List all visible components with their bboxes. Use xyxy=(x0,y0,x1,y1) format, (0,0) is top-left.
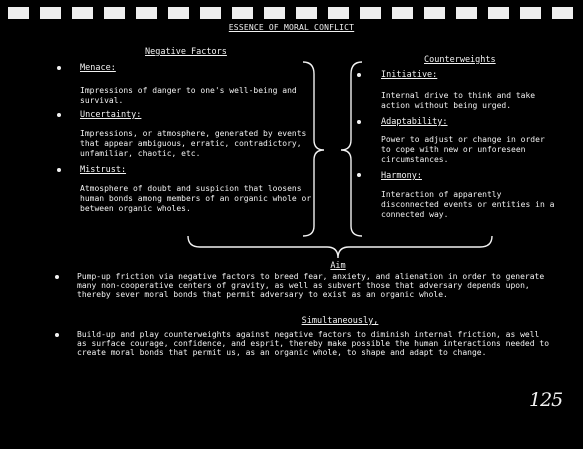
bottom-brace xyxy=(188,236,492,258)
left-brace xyxy=(341,62,362,236)
adaptability-label: Adaptability: xyxy=(381,117,448,127)
harmony-label: Harmony: xyxy=(381,171,422,181)
uncertainty-description: Impressions, or atmosphere, generated by events that appear ambiguous, erratic, contradictory, unfamiliar, chaotic, etc. xyxy=(80,129,307,158)
simultaneously-label: Simultaneously, xyxy=(301,316,379,326)
simultaneously-paragraph: Build-up and play counterweights against negative factors to diminish internal friction, as well as surface courage, confidence, and esprit, thereby make possible the human interactions needed to create moral bonds that permit us, as an organic whole, to shape and adapt to change. xyxy=(77,330,550,357)
mistrust-description: Atmosphere of doubt and suspicion that loosens human bonds among members of an organic whole or between organic wholes. xyxy=(80,184,312,213)
harmony-description: Interaction of apparently disconnected events or entities in a connected way. xyxy=(381,190,555,219)
initiative-label: Initiative: xyxy=(381,70,438,80)
negative-factors-heading: Negative Factors xyxy=(145,47,227,57)
counterweights-heading: Counterweights xyxy=(424,55,496,65)
adaptability-description: Power to adjust or change in order to cope with new or unforeseen circumstances. xyxy=(381,135,545,164)
initiative-description: Internal drive to think and take action without being urged. xyxy=(381,91,536,110)
menace-label: Menace: xyxy=(80,63,116,73)
bullet-icon xyxy=(55,275,59,279)
bullet-icon xyxy=(55,333,59,337)
aim-label: Aim xyxy=(330,261,346,271)
document-title: ESSENCE OF MORAL CONFLICT xyxy=(228,23,355,32)
mistrust-label: Mistrust: xyxy=(80,165,127,175)
aim-paragraph: Pump-up friction via negative factors to breed fear, anxiety, and alienation in order to generate many non-cooperative centers of gravity, as well as subvert those that adversary depends upon, thereby sever moral bonds that permit adversary to exist as an organic whole. xyxy=(77,272,545,299)
page-number: 125 xyxy=(529,389,563,411)
right-brace xyxy=(303,62,324,236)
uncertainty-label: Uncertainty: xyxy=(80,110,142,120)
menace-description: Impressions of danger to one's well-being and survival. xyxy=(80,86,297,105)
